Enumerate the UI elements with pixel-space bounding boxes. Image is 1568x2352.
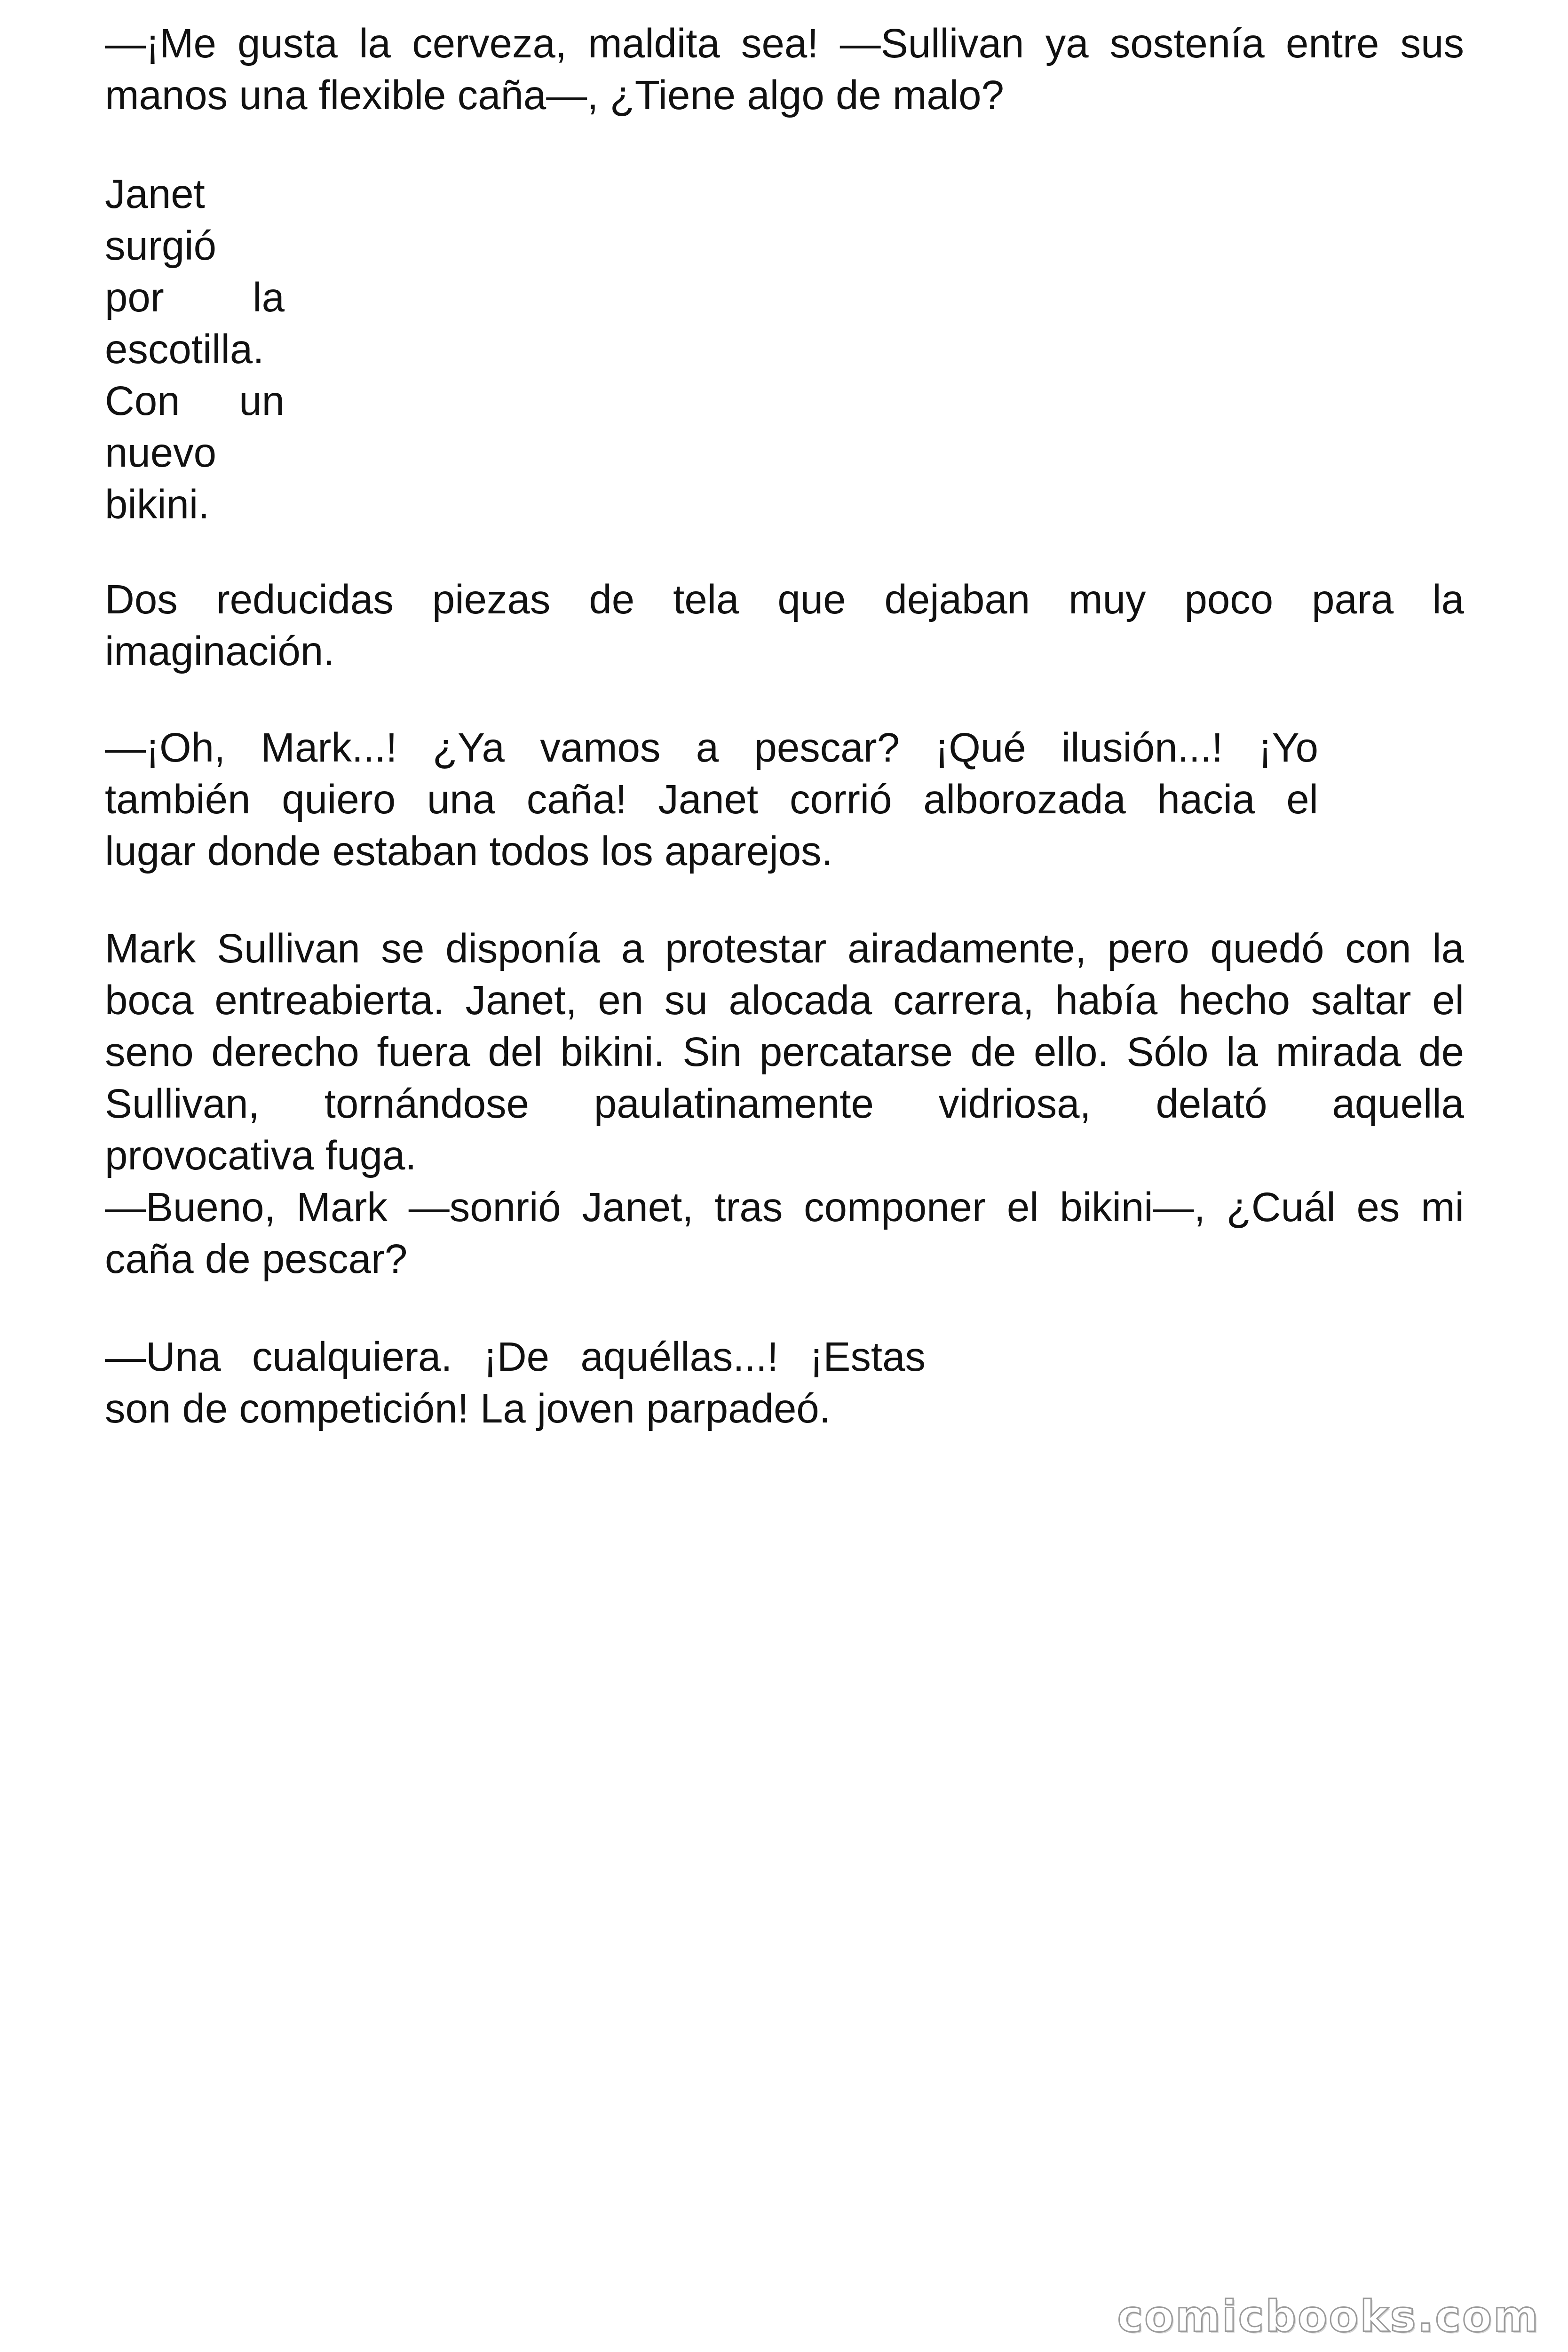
- text-line: imaginación.: [105, 628, 335, 674]
- text-line: lugar donde estaban todos los aparejos.: [105, 828, 833, 874]
- watermark: comicbooks.com: [1117, 2291, 1540, 2342]
- paragraph-5: [105, 923, 1464, 1285]
- text-line: bikini.: [105, 482, 210, 527]
- text-line: manos una flexible caña—, ¿Tiene algo de malo?: [105, 72, 1004, 118]
- text-line: escotilla.: [105, 326, 264, 372]
- text-line: por la: [105, 275, 285, 320]
- text-line: provocativa fuga.: [105, 1133, 417, 1178]
- text-line: Sullivan, tornándose paulatinamente vidriosa, delató aquella: [105, 1081, 1464, 1127]
- text-line: —¡Me gusta la cerveza, maldita sea! —Sullivan ya sostenía entre sus: [105, 21, 1464, 66]
- text-line: Dos reducidas piezas de tela que dejaban muy poco para la: [105, 577, 1464, 622]
- text-line: Janet: [105, 171, 205, 217]
- text-line: nuevo: [105, 430, 217, 476]
- paragraph-2: [105, 168, 285, 531]
- text-line: boca entreabierta. Janet, en su alocada carrera, había hecho saltar el: [105, 977, 1464, 1023]
- text-line: —Bueno, Mark —sonrió Janet, tras componer el bikini—, ¿Cuál es mi: [105, 1184, 1464, 1230]
- text-line: también quiero una caña! Janet corrió alborozada hacia el: [105, 777, 1318, 822]
- text-line: —¡Oh, Mark...! ¿Ya vamos a pescar? ¡Qué ilusión...! ¡Yo: [105, 725, 1318, 771]
- paragraph-6: [105, 1331, 926, 1435]
- text-line: Mark Sullivan se disponía a protestar airadamente, pero quedó con la: [105, 926, 1464, 971]
- text-line: son de competición! La joven parpadeó.: [105, 1386, 831, 1431]
- text-line: Con un: [105, 378, 285, 424]
- text-line: seno derecho fuera del bikini. Sin percatarse de ello. Sólo la mirada de: [105, 1029, 1464, 1075]
- text-line: surgió: [105, 223, 216, 269]
- paragraph-1: [105, 18, 1464, 121]
- paragraph-4: [105, 722, 1318, 877]
- paragraph-3: [105, 574, 1464, 677]
- text-line: caña de pescar?: [105, 1236, 408, 1282]
- text-line: —Una cualquiera. ¡De aquéllas...! ¡Estas: [105, 1334, 926, 1380]
